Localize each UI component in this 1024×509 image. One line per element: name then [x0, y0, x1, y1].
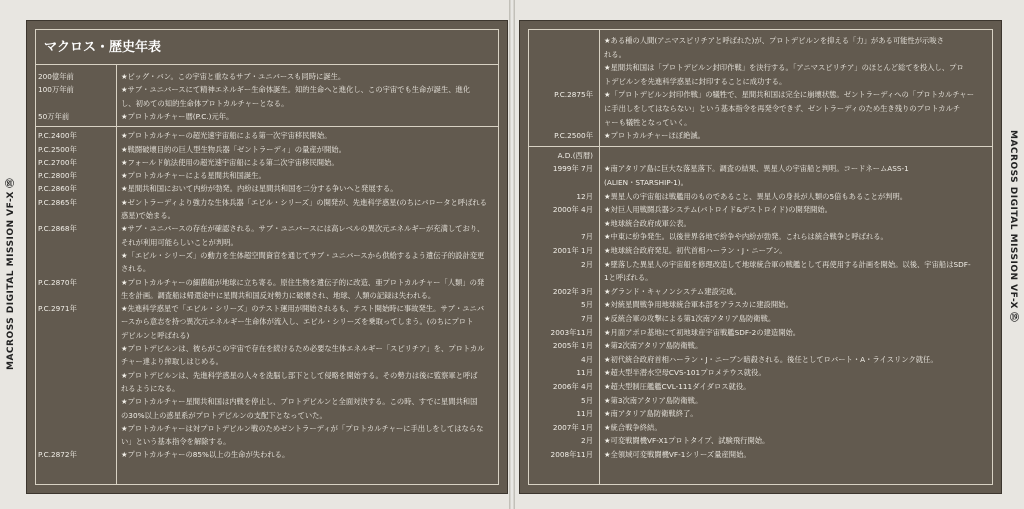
spine-text-left: MACROSS DIGITAL MISSION VF-X ⑱	[6, 177, 16, 370]
timeline-event: ★超大型制圧艦艦CVL-111ダイダロス就役。	[604, 382, 751, 391]
timeline-event: の30%以上の惑星系がプロトデビルンの支配下となっていた。	[121, 410, 327, 420]
timeline-event: (ALIEN・STARSHIP-1)。	[604, 178, 688, 187]
timeline-date: 2008年11月	[550, 450, 593, 459]
timeline-event: ★南アタリア島防衛戦終了。	[604, 409, 698, 419]
timeline-date: 5月	[581, 395, 593, 405]
timeline-event: ★プロトカルチャーによる星間共和国誕生。	[121, 171, 266, 181]
timeline-date: P.C.2872年	[38, 450, 77, 460]
timeline-event: ★先進科学惑星で「エビル・シリーズ」のテスト運用が開始されるも、テスト開始時に事故発生。サブ・ユニバ	[121, 304, 485, 314]
page-title: マクロス・歴史年表	[44, 40, 162, 55]
timeline-event: ★ビッグ・バン。この宇宙と重なるサブ・ユニバースも同時に誕生。	[121, 72, 346, 81]
timeline-event: ★全領域可変戦闘機VF-1シリーズ量産開始。	[604, 450, 751, 459]
timeline-date: 11月	[576, 368, 593, 378]
timeline-date: 2002年 3月	[552, 286, 593, 296]
timeline-event: チャー達より搾取しはじめる。	[121, 357, 223, 367]
timeline-event: い」という基本指令を解除する。	[121, 437, 231, 447]
timeline-event: それが利用可能らしいことが判明。	[121, 237, 238, 247]
timeline-date: 200億年前	[38, 72, 74, 81]
timeline-event: ★地球統合政府発足。初代首相ハーラン・J・ニーブン。	[604, 246, 787, 255]
timeline-date: P.C.2800年	[38, 171, 77, 181]
timeline-event: ★可変戦闘機VF-X1プロトタイプ、試験飛行開始。	[604, 436, 770, 446]
section-divider	[529, 146, 992, 147]
timeline-event: ャーも犠牲となっていく。	[604, 117, 692, 127]
timeline-event: ★地球統合政府成軍公表。	[604, 218, 691, 228]
timeline-event: ★プロトデビルンは、先進科学惑星の人々を洗脳し部下として侵略を開始する。その勢力は後に監察軍と呼ば	[121, 370, 478, 380]
timeline-event: ★プロトデビルンは、彼らがこの宇宙で存在を続けるため必要な生体エネルギー「スピリチア」を、プロトカル	[121, 344, 485, 353]
timeline-frame-left	[35, 29, 499, 485]
timeline-date: P.C.2400年	[38, 131, 77, 141]
timeline-event: ★対統星間戦争用地球統合軍本部をアラスカに建設開始。	[604, 300, 793, 310]
timeline-frame-right	[528, 29, 993, 485]
timeline-event: 1と呼ばれる。	[604, 273, 653, 283]
timeline-event: ★サブ・ユニバースの存在が確認される。サブ・ユニバースには高レベルの異次元エネルギーが充満しており、	[121, 224, 485, 234]
timeline-event: 生を計画。調査船は帰還途中に星間共和国反対勢力に破壊され、地球、人類の記録は失われる。	[121, 290, 436, 300]
timeline-event: ★超大型半潜水空母CVS-101プロメテウス就役。	[604, 368, 766, 378]
timeline-event: ★フォールド航法使用の超光速宇宙船による第二次宇宙移民開始。	[121, 157, 339, 167]
timeline-event: ★戦闘破壊目的の巨人型生物兵器「ゼントラーディ」の量産が開始。	[121, 144, 346, 154]
timeline-event: デビルンと呼ばれる)	[121, 330, 190, 340]
timeline-date: A.D.(西暦)	[557, 150, 593, 160]
timeline-date: P.C.2875年	[554, 90, 593, 100]
timeline-event: ★「エビル・シリーズ」の動力を生体超空間資官を通じてサブ・ユニバースから供給するよう遺伝子的設計変更	[121, 250, 485, 260]
timeline-event: ★南アタリア島に巨大な落星落下。調査の結果、異星人の宇宙船と判明。コードネームASS-1	[604, 164, 909, 174]
timeline-date: 5月	[581, 300, 593, 310]
timeline-event: ★中東に紛争発生。以後世界各地で紛争や内紛が勃発。これらは統合戦争と呼ばれる。	[604, 232, 888, 242]
timeline-date: 2006年 4月	[552, 382, 593, 391]
timeline-panel-left	[26, 20, 508, 494]
timeline-date: 2007年 1月	[552, 422, 593, 432]
timeline-event: ★ある種の人間(アニマスピリチアと呼ばれた)が、プロトデビルンを抑える「力」がある可能性が示唆さ	[604, 36, 944, 45]
timeline-date: 1999年 7月	[552, 164, 593, 174]
timeline-event: トデビルンを先進科学惑星に封印することに成功する。	[604, 76, 787, 86]
timeline-event: ★月面アポロ基地にて初地球産宇宙戦艦SDF-2の建造開始。	[604, 327, 801, 337]
timeline-event: ★第2次南アタリア島防衛戦。	[604, 341, 703, 351]
timeline-event: ★星間共和国において内紛が勃発。内紛は星間共和国を二分する争いへと発展する。	[121, 184, 398, 194]
timeline-date: 100万年前	[38, 85, 74, 95]
section-divider	[36, 126, 498, 127]
timeline-date: 7月	[581, 232, 593, 242]
timeline-event: ★プロトカルチャー暦(P.C.)元年。	[121, 111, 234, 121]
timeline-event: ★墜落した異星人の宇宙船を修理改造して地球統合軍の戦艦として再使用する計画を開始。以後、宇宙船はSDF-	[604, 259, 971, 269]
timeline-event: ★プロトカルチャーの細菌船が地球に立ち寄る。原住生物を遺伝子的に改造、亜プロトカルチャー「人類」の発	[121, 277, 485, 287]
timeline-date: 12月	[576, 191, 593, 201]
timeline-date: 2003年11月	[550, 327, 593, 337]
timeline-event: ★グランド・キャノンシステム建設完成。	[604, 286, 741, 296]
timeline-date: P.C.2971年	[38, 304, 77, 314]
timeline-event: ★サブ・ユニバースにて精神エネルギー生命体誕生。知的生命へと進化し、この宇宙でも生命が誕生、進化	[121, 85, 471, 95]
timeline-event: ★星間共和国は「プロトデビルン封印作戦」を決行する。「アニマスピリチア」のほとんど総てを投入し、プロ	[604, 63, 964, 73]
timeline-event: ★プロトカルチャー星間共和国は内戦を停止し、プロトデビルンと全面対決する。この時、すでに星間共和国	[121, 397, 478, 407]
timeline-date: 2000年 4月	[552, 205, 593, 215]
timeline-date: P.C.2868年	[38, 224, 77, 234]
title-divider	[36, 64, 498, 65]
timeline-event: ★ゼントラーディより強力な生体兵器「エビル・シリーズ」の開発が、先進科学惑星(のちにバロータと呼ばれる	[121, 197, 487, 207]
timeline-event: される。	[121, 264, 151, 274]
timeline-date: 4月	[581, 354, 593, 364]
timeline-date: 2月	[581, 436, 593, 446]
timeline-date: 2001年 1月	[552, 246, 593, 255]
timeline-event: 惑星)で始まる。	[121, 211, 175, 220]
timeline-date: P.C.2870年	[38, 277, 77, 287]
timeline-event: れる。	[604, 49, 626, 59]
timeline-date: 11月	[576, 409, 593, 419]
timeline-event: れるようになる。	[121, 383, 180, 393]
timeline-event: ★プロトカルチャーの超光速宇宙船による第一次宇宙移民開始。	[121, 131, 332, 141]
timeline-panel-right	[519, 20, 1002, 494]
date-column-divider	[599, 30, 600, 484]
timeline-event: に手出しをしてはならない」という基本指令を再発令できず、ゼントラーディのため生き残りのプロトカルチ	[604, 104, 961, 113]
timeline-event: ★プロトカルチャーほぼ絶滅。	[604, 131, 705, 141]
timeline-event: ★「プロトデビルン封印作戦」の犠牲で、星間共和国は完全に崩壊状態。ゼントラーディへの「プロトカルチャー	[604, 90, 975, 100]
timeline-date: 2月	[581, 259, 593, 269]
timeline-date: P.C.2865年	[38, 197, 77, 207]
timeline-date: 50万年前	[38, 111, 70, 121]
timeline-event: し、初めての知的生命体プロトカルチャーとなる。	[121, 98, 289, 108]
timeline-event: ★反統合軍の攻撃による第1次南アタリア島防衛戦。	[604, 314, 776, 323]
timeline-date: P.C.2500年	[38, 144, 77, 154]
book-gutter	[509, 0, 515, 509]
timeline-event: ★プロトカルチャーは対プロトデビルン戦のためゼントラーディが「プロトカルチャーに手出しをしてはならな	[121, 423, 484, 433]
timeline-event: ★対巨人用戦闘兵器システム(バトロイド&デストロイド)の開発開始。	[604, 205, 832, 215]
timeline-event: ースから意志を持つ異次元エネルギー生命体が流入し、エビル・シリーズを乗取ってしまう。(のちにプロト	[121, 317, 474, 327]
timeline-date: P.C.2500年	[554, 131, 593, 141]
timeline-event: ★統合戦争終結。	[604, 422, 662, 432]
timeline-event: ★第3次南アタリア島防衛戦。	[604, 395, 703, 405]
timeline-date: 7月	[581, 314, 593, 323]
timeline-event: ★異星人の宇宙船は戦艦用のものであること、異星人の身長が人類の5倍もあることが判明。	[604, 191, 908, 201]
timeline-date: P.C.2860年	[38, 184, 77, 194]
spine-text-right: MACROSS DIGITAL MISSION VF-X ⑲	[1008, 130, 1018, 323]
timeline-event: ★初代統合政府首相ハーラン・J・ニーブン暗殺される。後任としてロバート・A・ライスリンク就任。	[604, 354, 938, 364]
timeline-event: ★プロトカルチャーの85%以上の生命が失われる。	[121, 450, 290, 460]
timeline-date: 2005年 1月	[552, 341, 593, 351]
timeline-date: P.C.2700年	[38, 157, 77, 167]
